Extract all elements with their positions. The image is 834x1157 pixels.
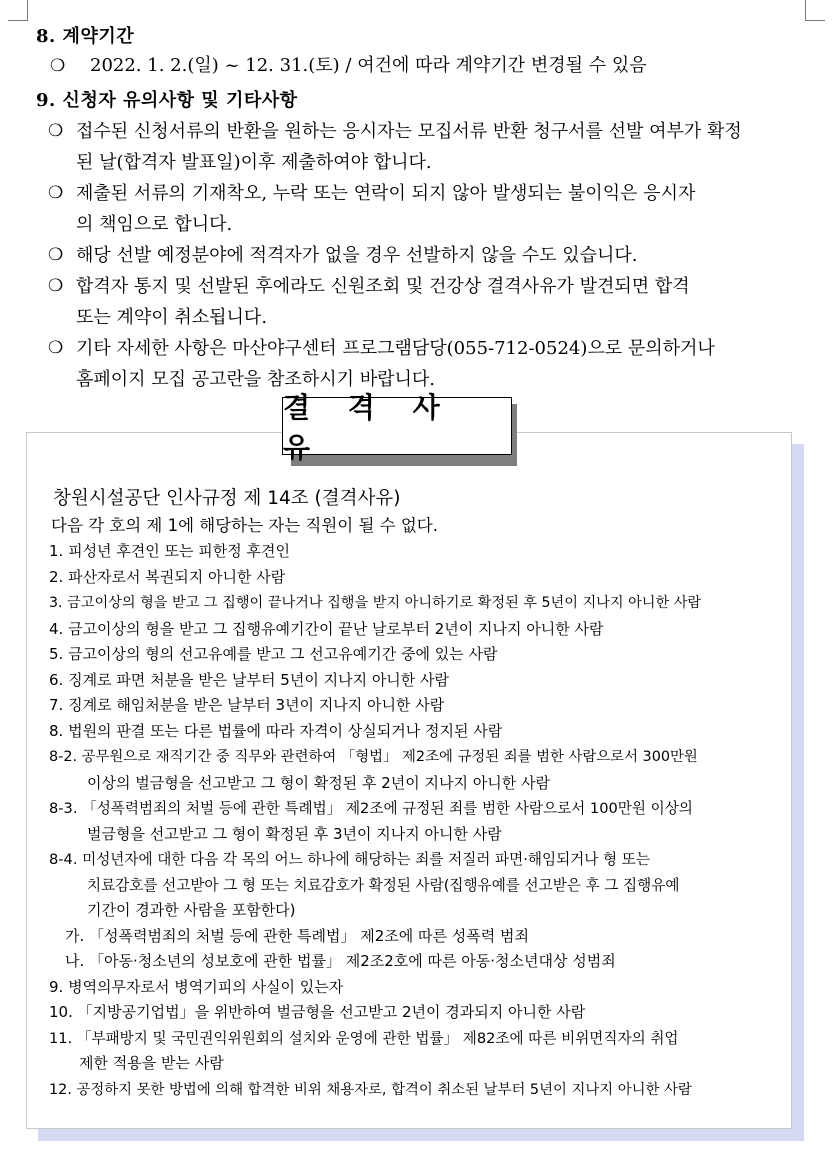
notice-line: 의 책임으로 합니다. — [76, 214, 233, 235]
list-item-text: 가. 「성폭력범죄의 처벌 등에 관한 특례법」 제2조에 따른 성폭력 범죄 — [65, 926, 529, 945]
rule-intro: 다음 각 호의 제 1에 해당하는 자는 직원이 될 수 없다. — [51, 516, 438, 535]
bullet-circle-icon: ❍ — [48, 245, 64, 265]
list-item-text: 5. 금고이상의 형의 선고유예를 받고 그 선고유예기간 중에 있는 사람 — [49, 645, 498, 663]
disqualification-content — [49, 485, 789, 1103]
notice-line: 합격자 통지 및 선발된 후에라도 신원조회 및 건강상 결격사유가 발견되면 합격 — [76, 276, 690, 297]
list-item — [49, 668, 789, 694]
list-item — [49, 693, 789, 719]
list-item-text: 6. 징계로 파면 처분을 받은 날부터 5년이 지나지 아니한 사람 — [49, 670, 450, 689]
notice-line: 된 날(합격자 발표일)이후 제출하여야 합니다. — [76, 152, 432, 173]
list-item-text: 4. 금고이상의 형을 받고 그 집행유예기간이 끝난 날로부터 2년이 지나지 아니한 사람 — [49, 619, 604, 638]
bullet-circle-icon: ❍ — [48, 183, 64, 203]
section-8-heading: 8. 계약기간 — [36, 26, 135, 47]
crop-mark-right-v — [805, 0, 806, 20]
list-item — [49, 1026, 789, 1077]
crop-mark-left-h — [8, 20, 28, 21]
list-item-continuation: 벌금형을 선고받고 그 형이 확정된 후 3년이 지나지 아니한 사람 — [87, 824, 502, 843]
disqualification-box — [26, 432, 792, 1129]
list-item-text: 9. 병역의무자로서 병역기피의 사실이 있는자 — [49, 977, 344, 996]
list-item-text: 7. 징계로 해임처분을 받은 날부터 3년이 지나지 아니한 사람 — [49, 696, 445, 714]
notice-item — [48, 116, 808, 178]
list-item-text: 12. 공정하지 못한 방법에 의해 합격한 비위 채용자로, 합격이 취소된 날부터 5년이 지나지 아니한 사람 — [49, 1081, 692, 1098]
list-item-text: 1. 피성년 후견인 또는 피한정 후견인 — [49, 542, 291, 560]
bullet-circle-icon: ❍ — [48, 338, 64, 358]
section-9-heading: 9. 신청자 유의사항 및 기타사항 — [36, 90, 298, 111]
list-item — [49, 796, 789, 847]
notice-line: 홈페이지 모집 공고란을 참조하시기 바랍니다. — [76, 369, 435, 390]
list-item-text: 8-3. 「성폭력범죄의 처벌 등에 관한 특례법」 제2조에 규정된 죄를 범한 사람으로서 100만원 이상의 — [49, 800, 693, 817]
list-item-continuation: 치료감호를 선고받아 그 형 또는 치료감호가 확정된 사람(집행유예를 선고받은 후 그 집행유예 — [87, 876, 680, 894]
notice-line: 접수된 신청서류의 반환을 원하는 응시자는 모집서류 반환 청구서를 선발 여부가 확정 — [76, 121, 742, 142]
list-item-continuation: 기간이 경과한 사람을 포함한다) — [87, 901, 296, 919]
list-sub-item — [49, 949, 789, 975]
list-item — [49, 719, 789, 745]
contract-period-text: 2022. 1. 2.(일) ~ 12. 31.(토) / 여건에 따라 계약기간 변경될 수 있음 — [90, 55, 647, 76]
list-item — [49, 539, 789, 565]
section-8-bullet — [50, 50, 810, 81]
notice-item — [48, 240, 808, 271]
notice-line: 기타 자세한 사항은 마산야구센터 프로그램담당(055-712-0524)으로 문의하거나 — [76, 338, 715, 359]
crop-mark-right-h — [805, 20, 825, 21]
notice-line: 제출된 서류의 기재착오, 누락 또는 연락이 되지 않아 발생되는 불이익은 응시자 — [76, 183, 696, 204]
list-item-text: 11. 「부패방지 및 국민권익위원회의 설치와 운영에 관한 법률」 제82조에 따른 비위면직자의 취업 — [49, 1029, 679, 1047]
list-item — [49, 565, 789, 591]
list-item-text: 10. 「지방공기업법」을 위반하여 벌금형을 선고받고 2년이 경과되지 아니한 사람 — [49, 1003, 586, 1021]
list-item-continuation: 이상의 벌금형을 선고받고 그 형이 확정된 후 2년이 지나지 아니한 사람 — [87, 773, 550, 792]
notice-line: 해당 선발 예정분야에 적격자가 없을 경우 선발하지 않을 수도 있습니다. — [76, 245, 638, 266]
list-item — [49, 1000, 789, 1026]
notice-item — [48, 271, 808, 333]
list-item — [49, 590, 789, 617]
list-item — [49, 1077, 789, 1104]
list-item — [49, 617, 789, 643]
list-item-text: 2. 파산자로서 복권되지 아니한 사람 — [49, 567, 286, 586]
list-sub-item — [49, 924, 789, 950]
bullet-circle-icon: ❍ — [50, 56, 66, 76]
list-item-text: 8-2. 공무원으로 재직기간 중 직무와 관련하여 「형법」 제2조에 규정된 죄를 범한 사람으로서 300만원 — [49, 749, 698, 765]
notice-item — [48, 178, 808, 240]
list-item-text: 3. 금고이상의 형을 받고 그 집행이 끝나거나 집행을 받지 아니하기로 확정된 후 5년이 지나지 아니한 사람 — [49, 595, 702, 611]
list-item-text: 8. 법원의 판결 또는 다른 법률에 따라 자격이 상실되거나 정지된 사람 — [49, 721, 503, 740]
bullet-circle-icon: ❍ — [48, 121, 64, 141]
crop-mark-left-v — [27, 0, 28, 20]
list-item — [49, 847, 789, 924]
list-item — [49, 744, 789, 796]
notice-line: 또는 계약이 취소됩니다. — [76, 307, 268, 328]
list-item — [49, 642, 789, 668]
disqualification-title: 결 격 사 유 — [282, 397, 512, 455]
list-item-text: 8-4. 미성년자에 대한 다음 각 목의 어느 하나에 해당하는 죄를 저질러 파면·해임되거나 형 또는 — [49, 851, 650, 868]
list-item-text: 나. 「아동·청소년의 성보호에 관한 법률」 제2조2호에 따른 아동·청소년대상 성범죄 — [65, 952, 616, 970]
list-item — [49, 975, 789, 1001]
rule-title: 창원시설공단 인사규정 제 14조 (결격사유) — [53, 488, 401, 509]
bullet-circle-icon: ❍ — [48, 276, 64, 296]
list-item-continuation: 제한 적용을 받는 사람 — [79, 1054, 224, 1072]
